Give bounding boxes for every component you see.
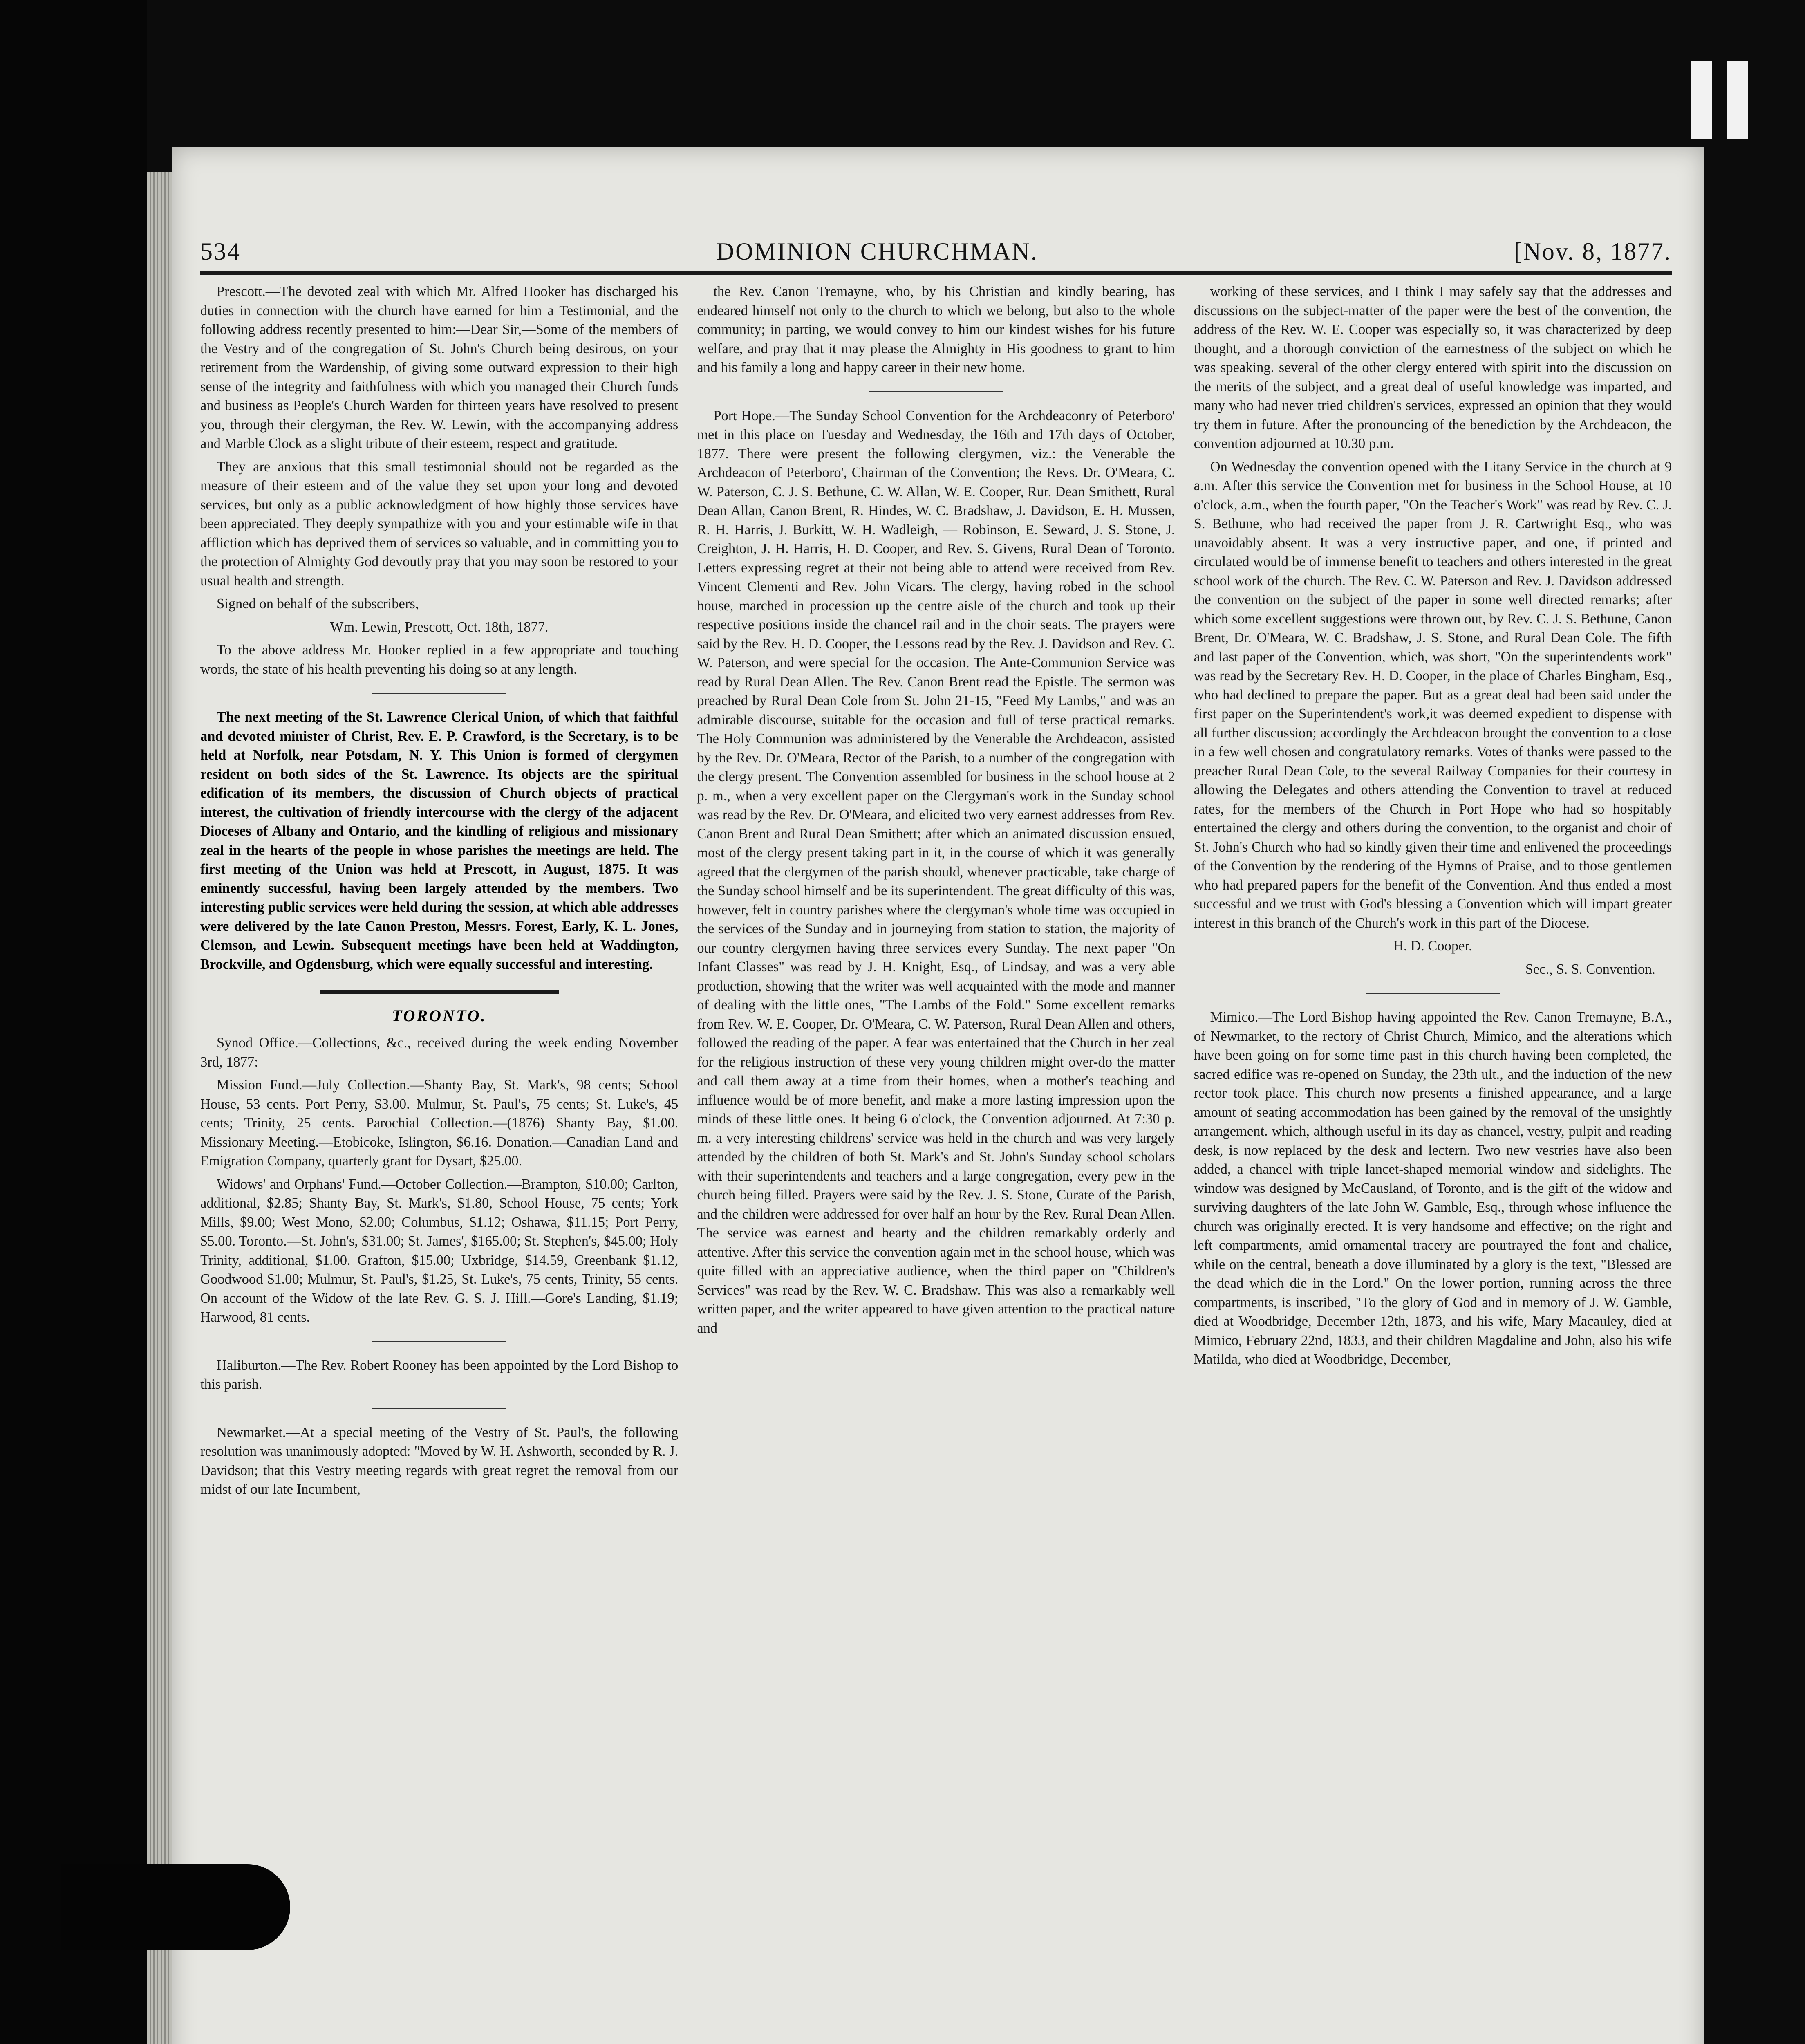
column-3	[1194, 282, 1672, 2044]
section-heading-toronto: TORONTO.	[392, 1006, 487, 1025]
article-prescott-reply: To the above address Mr. Hooker replied in a few appropriate and touching words, the state of his health preventing his doing so at any length.	[200, 642, 679, 677]
separator	[372, 1408, 506, 1409]
header-rule	[200, 271, 1672, 275]
article-port-hope-continued: working of these services, and I think I may safely say that the addresses and discussions on the subject-matter of the paper were the best of the convention, the address of the Rev. W. E. Cooper was especially so, it was characterized by deep thought, and a thorough conviction of the earnestness of the subject on which he was speaking. several of the other clergy entered with spirit into the discussion on the merits of the subject, and a great deal of useful knowledge was imparted, and many who had never tried children's services, expressed an opinion that they would try them in future. After the pronouncing of the benediction by the Archdeacon, the convention adjourned at 10.30 p.m.	[1194, 284, 1672, 451]
newspaper-page	[172, 147, 1704, 2044]
separator	[372, 1341, 506, 1342]
scanner-thumb	[61, 1864, 290, 1950]
article-prescott: Prescott.—The devoted zeal with which Mr. Alfred Hooker has discharged his duties in connection with the church have earned for him a Testimonial, and the following address recently presented to him:—Dear Sir,—Some of the members of the Vestry and of the congregation of St. John's Church being desirous, on your retirement from the Wardenship, of giving some outward expression to their high sense of the integrity and faithfulness with which you managed their Church funds and business as People's Church Warden for thirteen years have resolved to present you, through their clergyman, the Rev. W. Lewin, with the accompanying address and Marble Clock as a slight tribute of their esteem, respect and gratitude.	[200, 284, 679, 451]
signer-line: Wm. Lewin, Prescott, Oct. 18th, 1877.	[330, 619, 549, 635]
page-number: 534	[200, 238, 241, 265]
signature-title: Sec., S. S. Convention.	[1525, 961, 1655, 977]
scan-marker-top	[1691, 61, 1752, 139]
article-port-hope: Port Hope.—The Sunday School Convention for the Archdeaconry of Peterboro' met in this place on Tuesday and Wednesday, the 16th and 17th days of October, 1877. There were present the following clergymen, viz.: the Venerable the Archdeacon of Peterboro', Chairman of the Convention; the Revs. Dr. O'Meara, C. W. Paterson, C. J. S. Bethune, C. W. Allan, W. E. Cooper, Rur. Dean Smithett, Rural Dean Allan, Canon Brent, R. Hindes, W. C. Bradshaw, J. Davidson, E. H. Mussen, R. H. Harris, J. Burkitt, W. H. Wadleigh, — Robinson, E. Seward, J. S. Stone, J. Creighton, J. H. Harris, H. D. Cooper, and Rev. S. Givens, Rural Dean of Toronto. Letters expressing regret at their not being able to attend were received from Rev. Vincent Clementi and Rev. John Vicars. The clergy, having robed in the school house, marched in procession up the centre aisle of the church and took up their respective positions inside the chancel rail and in the choir seats. The prayers were said by the Rev. H. D. Cooper, the Lessons read by the Rev. J. Davidson and Rev. C. W. Paterson, and were special for the occasion. The Ante-Communion Service was read by Rural Dean Allen. The Rev. Canon Brent read the Epistle. The sermon was preached by Rural Dean Cole from St. John 21-15, "Feed My Lambs," and was an admirable discourse, suitable for the occasion and full of terse practical remarks. The Holy Communion was administered by the Venerable the Archdeacon, assisted by the Rev. Dr. O'Meara, Rector of the Parish, to a number of the congregation with the clergy present. The Convention assembled for business in the school house at 2 p. m., when a very excellent paper on the Clergyman's work in the Sunday school was read by the Rev. Dr. O'Meara, and elicited two very earnest addresses from Rev. Canon Brent and Rural Dean Smithett; after which an animated discussion ensued, most of the clergy present taking part in it, in the course of which it was generally agreed that the clergymen of the parish should, whenever practicable, take charge of the Sunday school himself and be its superintendent. The great difficulty of this was, however, felt in country parishes where the clergyman's whole time was occupied in the services of the Sunday and in journeying from station to station, the majority of our country clergymen having three services every Sunday. The next paper "On Infant Classes" was read by J. H. Knight, Esq., of Lindsay, and was a very able production, showing that the writer was well acquainted with the mode and manner of dealing with the little ones, "The Lambs of the Fold." Some excellent remarks from Rev. W. E. Cooper, Dr. O'Meara, C. W. Paterson, Rural Dean Allen and others, followed the reading of the paper. A fear was entertained that the Church in her zeal for the religious instruction of these very young children might over-do the matter and call them away at a time from their homes, when a mother's teaching and influence would be of more benefit, and make a more lasting impression upon the minds of these little ones. It being 6 o'clock, the Convention adjourned. At 7:30 p. m. a very interesting childrens' service was held in the church and was very largely attended by the children of both St. Mark's and St. John's Sunday school scholars with their superintendents and teachers and a large congregation, every pew in the church being filled. Prayers were said by the Rev. J. S. Stone, Curate of the Parish, and the children were addressed for over half an hour by the Rev. Rural Dean Allen. The service was earnest and hearty and the children remarkably orderly and attentive. After this service the convention again met in the school house, which was quite filled with an appreciative audience, when the third paper on "Children's Services" was read by the Rev. W. C. Bradshaw. This was also a remarkably well written paper, and the writer appeared to have given attention to the practical nature and	[697, 408, 1175, 1336]
section-rule	[320, 990, 559, 994]
issue-date: [Nov. 8, 1877.	[1514, 238, 1672, 265]
signature-name: H. D. Cooper.	[1393, 938, 1472, 954]
article-newmarket: Newmarket.—At a special meeting of the Vestry of St. Paul's, the following resolution was unanimously adopted: "Moved by W. H. Ashworth, seconded by R. J. Davidson; that this Vestry meeting regards with great regret the removal from our midst of our late Incumbent,	[200, 1424, 679, 1497]
column-2	[697, 282, 1175, 2044]
article-newmarket-continued: the Rev. Canon Tremayne, who, by his Christian and kindly bearing, has endeared himself not only to the church to which we belong, but also to the whole community; in parting, we would convey to him our kindest wishes for his future welfare, and pray that it may please the Almighty in His goodness to grant to him and his family a long and happy career in their new home.	[697, 284, 1175, 375]
article-prescott-anxious: They are anxious that this small testimonial should not be regarded as the measure of their esteem and of the value they set upon your long and devoted services, but only as a public acknowledgment of how highly those services have been appreciated. They deeply sympathize with you and your estimable wife in that affliction which has deprived them of services so valuable, and in committing you to the protection of Almighty God devoutly pray that you may soon be restored to your usual health and strength.	[200, 459, 679, 589]
article-clerical-union: The next meeting of the St. Lawrence Clerical Union, of which that faithful and devoted minister of Christ, Rev. E. P. Crawford, is the Secretary, is to be held at Norfolk, near Potsdam, N. Y. This Union is formed of clergymen resident on both sides of the St. Lawrence. Its objects are the spiritual edification of its members, the discussion of Church objects of practical interest, the cultivation of friendly intercourse with the clergy of the adjacent Dioceses of Albany and Ontario, and the kindling of religious and missionary zeal in the hearts of the people in whose parishes the meetings are held. The first meeting of the Union was held at Prescott, in August, 1875. It was eminently successful, having been largely attended by the members. Two interesting public services were held during the session, at which able addresses were delivered by the late Canon Preston, Messrs. Forest, Early, K. L. Jones, Clemson, and Lewin. Subsequent meetings have been held at Waddington, Brockville, and Ogdensburg, which were equally successful and interesting.	[200, 709, 679, 972]
separator	[869, 391, 1003, 392]
article-synod-office: Synod Office.—Collections, &c., received during the week ending November 3rd, 1877:	[200, 1035, 679, 1070]
text-columns	[200, 282, 1672, 2044]
page-header	[200, 217, 1672, 266]
signed-line: Signed on behalf of the subscribers,	[217, 596, 419, 612]
masthead-title: DOMINION CHURCHMAN.	[716, 238, 1038, 265]
article-mission-fund: Mission Fund.—July Collection.—Shanty Bay, St. Mark's, 98 cents; School House, 53 cents. Port Perry, $3.00. Mulmur, St. Paul's, 75 cents; St. Luke's, 45 cents; Trinity, 25 cents. Parochial Collection.—(1876) Shanty Bay, $1.00. Missionary Meeting.—Etobicoke, Islington, $6.16. Donation.—Canadian Land and Emigration Company, quarterly grant for Dysart, $25.00.	[200, 1077, 679, 1169]
article-port-hope-wednesday: On Wednesday the convention opened with the Litany Service in the church at 9 a.m. After this service the Convention met for business in the School House, at 10 o'clock, a.m., when the fourth paper, "On the Teacher's Work" was read by Rev. C. J. S. Bethune, who had received the paper from J. R. Cartwright Esq., who was unavoidably absent. It was a very instructive paper, and one, if printed and circulated would be of immense benefit to teachers and others interested in the great school work of the church. The Rev. C. W. Paterson and Rev. J. Davidson addressed the convention on the subject of the paper in some well directed remarks; after which some excellent suggestions were thrown out, by Rev. C. J. S. Bethune, Canon Brent, Dr. O'Meara, W. C. Bradshaw, J. S. Stone, and Rural Dean Cole. The fifth and last paper of the Convention, which, was short, "On the superintendents work" was read by the Secretary Rev. H. D. Cooper, in the place of Charles Bingham, Esq., who had declined to prepare the paper. But as a great deal had been said under the first paper on the Superintendent's work,it was deemed expedient to dispense with all further discussion; accordingly the Archdeacon brought the convention to a close in a few well chosen and congratulatory remarks. Votes of thanks were passed to the preacher Rural Dean Cole, to the several Railway Companies for their courtesy in allowing the Delegates and others attending the Convention to travel at reduced rates, for the members of the Church in Port Hope who had so hospitably entertained the clergy and others during the convention, to the organist and choir of St. John's Church who had so kindly given their time and enlivened the proceedings of the Convention by the rendering of the Hymns of Praise, and to those gentlemen who had prepared papers for the benefit of the Convention. And thus ended a most successful and we trust with God's blessing a Convention which will impart greater interest in this branch of the Church's work in this part of the Diocese.	[1194, 459, 1672, 931]
article-haliburton: Haliburton.—The Rev. Robert Rooney has been appointed by the Lord Bishop to this parish.	[200, 1357, 679, 1392]
article-widows-fund: Widows' and Orphans' Fund.—October Collection.—Brampton, $10.00; Carlton, additional, $2.85; Shanty Bay, St. Mark's, $1.80, School House, 75 cents; York Mills, $9.00; West Mono, $2.00; Columbus, $1.12; Oshawa, $11.15; Port Perry, $5.00. Toronto.—St. John's, $31.00; St. James', $165.00; St. Stephen's, $45.00; Holy Trinity, additional, $1.00. Grafton, $15.00; Uxbridge, $14.59, Greenbank $1.12, Goodwood $1.00; Mulmur, St. Paul's, $1.25, St. Luke's, 75 cents, Trinity, 55 cents. On account of the Widow of the late Rev. G. S. J. Hill.—Gore's Landing, $1.19; Harwood, 81 cents.	[200, 1176, 679, 1325]
binding-shadow	[0, 0, 147, 2044]
column-1	[200, 282, 678, 2044]
separator	[1366, 993, 1500, 994]
separator	[372, 693, 506, 694]
article-mimico: Mimico.—The Lord Bishop having appointed the Rev. Canon Tremayne, B.A., of Newmarket, to the rectory of Christ Church, Mimico, and the alterations which have been going on for some time past in this church having been completed, the sacred edifice was re-opened on Sunday, the 23th ult., and the induction of the new rector took place. This church now presents a finished appearance, and a large amount of seating accommodation has been gained by the removal of the unsightly arrangement. which, although useful in its day as chancel, vestry, pulpit and reading desk, is now replaced by the desk and lectern. Two new vestries have also been added, a chancel with triple lancet-shaped memorial window and sidelights. The window was designed by McCausland, of Toronto, and is the gift of the widow and surviving daughters of the late John W. Gamble, Esq., through whose influence the church was originally erected. It is very handsome and effective; on the right and left compartments, amid ornamental tracery are pourtrayed the font and chalice, while on the central, beneath a dove illuminated by a glory is the text, "Blessed are the dead which die in the Lord." On the lower portion, running across the three compartments, is inscribed, "To the glory of God and in memory of J. W. Gamble, died at Woodbridge, December 12th, 1873, and his wife, Mary Macauley, died at Mimico, February 22nd, 1833, and their children Magdaline and John, also his wife Matilda, who died at Woodbridge, December,	[1194, 1009, 1672, 1367]
